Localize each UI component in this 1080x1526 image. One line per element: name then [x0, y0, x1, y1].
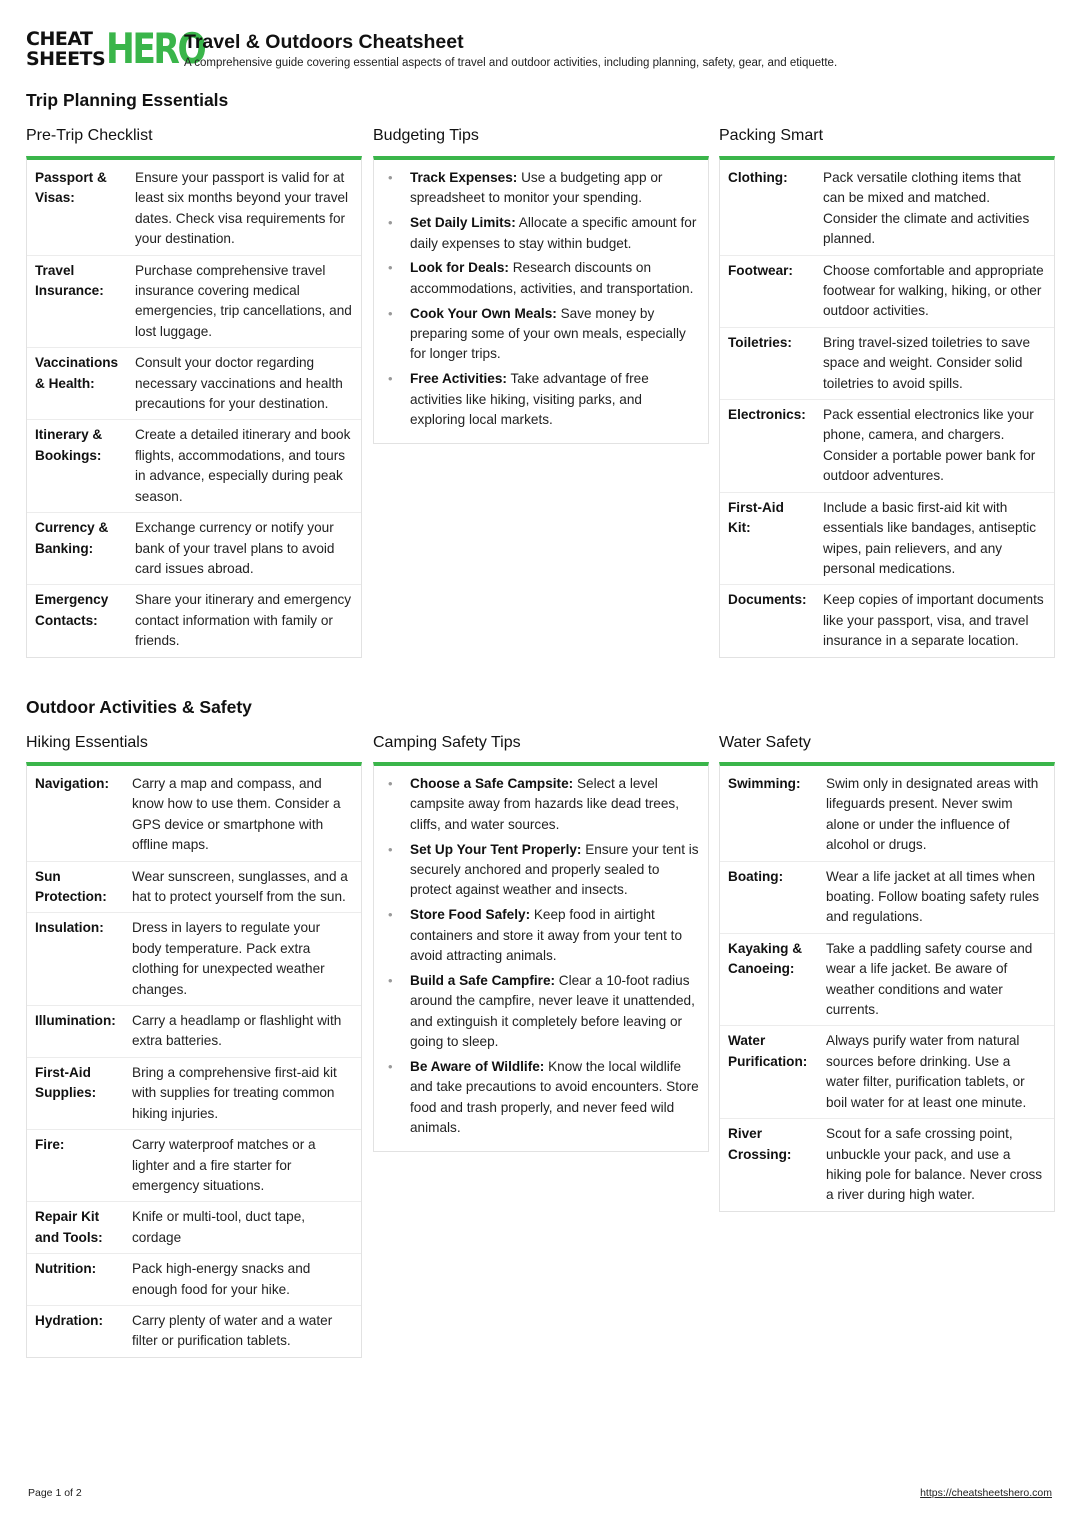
water-card [719, 762, 1055, 1212]
row-key: Footwear: [720, 255, 815, 327]
page-title: Travel & Outdoors Cheatsheet [184, 31, 464, 53]
row-value: Scout for a safe crossing point, unbuckle your pack, and use a hiking pole for balance. Never cross a river during high water. [826, 1126, 1043, 1203]
pretrip-table [27, 160, 361, 657]
row-value: Bring travel-sized toiletries to save space and weight. Consider solid toiletries to avoid spills. [815, 327, 1054, 399]
table-row [720, 861, 1054, 933]
list-item [388, 369, 700, 430]
row-value: Pack high-energy snacks and enough food for your hike. [124, 1254, 361, 1306]
list-item-text: Clear a 10-foot radius around the campfire, never leave it unattended, and extinguish it completely before leaving or going to sleep. [410, 972, 695, 1050]
table-row [720, 160, 1054, 255]
list-item [388, 971, 700, 1053]
table-row [27, 913, 361, 1006]
table-row [720, 1119, 1054, 1211]
table-row [720, 933, 1054, 1026]
table-row [27, 861, 361, 913]
header [26, 24, 838, 73]
list-item-label: Choose a Safe Campsite: [410, 776, 574, 791]
list-item-text: Use a budgeting app or spreadsheet to monitor your spending. [410, 170, 663, 206]
row-value: Take a paddling safety course and wear a life jacket. Be aware of weather conditions and water currents. [818, 933, 1054, 1026]
row-key: Currency & Banking: [27, 513, 127, 585]
table-row [27, 513, 361, 585]
table-row [720, 585, 1054, 657]
packing-title: Packing Smart [719, 127, 824, 144]
row-value: Exchange currency or notify your bank of your travel plans to avoid card issues abroad. [127, 513, 361, 585]
camping-list [374, 766, 708, 1151]
row-key: Passport & Visas: [27, 160, 127, 255]
title-block [184, 30, 1064, 69]
list-item-label: Cook Your Own Meals: [410, 305, 557, 321]
table-row [27, 1202, 361, 1254]
pretrip-title: Pre-Trip Checklist [26, 127, 153, 144]
row-value: Purchase comprehensive travel insurance covering medical emergencies, trip cancellations, and lost luggage. [127, 255, 361, 348]
row-key: Navigation: [27, 766, 124, 861]
list-item [388, 1057, 700, 1139]
row-value: Consult your doctor regarding necessary vaccinations and health precautions for your destination. [127, 348, 361, 420]
row-value: Include a basic first-aid kit with essentials like bandages, antiseptic wipes, pain relievers, and any personal medications. [815, 492, 1054, 585]
water-table [720, 766, 1054, 1211]
list-item-label: Look for Deals: [410, 260, 509, 276]
list-item-text: Save money by preparing some of your own meals, especially for longer trips. [410, 305, 686, 362]
table-row [27, 1305, 361, 1356]
row-value: Ensure your passport is valid for at least six months beyond your travel dates. Check visa requirements for your destination. [127, 160, 361, 255]
row-value: Pack essential electronics like your phone, camera, and chargers. Consider a portable power bank for outdoor adventures. [815, 400, 1054, 493]
table-row [27, 1006, 361, 1058]
camping-column [373, 733, 709, 1152]
logo-hero: HERO [106, 24, 205, 73]
row-value: Carry a map and compass, and know how to use them. Consider a GPS device or smartphone with offline maps. [124, 766, 361, 861]
pretrip-card [26, 156, 362, 658]
row-value: Bring a comprehensive first-aid kit with supplies for treating common hiking injuries. [124, 1057, 361, 1129]
water-title: Water Safety [719, 734, 811, 751]
table-row [27, 255, 361, 348]
packing-table [720, 160, 1054, 657]
list-item-text: Allocate a specific amount for daily expenses to stay within budget. [410, 215, 697, 251]
row-value: Pack versatile clothing items that can be mixed and matched. Consider the climate and activities planned. [815, 160, 1054, 255]
table-row [720, 400, 1054, 493]
list-item-label: Store Food Safely: [410, 907, 531, 923]
camping-title: Camping Safety Tips [373, 734, 521, 751]
row-value: Share your itinerary and emergency contact information with family or friends. [135, 592, 352, 649]
budget-card [373, 156, 709, 444]
row-key: Nutrition: [27, 1254, 124, 1306]
list-item-text: Ensure your tent is securely anchored and properly sealed to protect against weather and insects. [410, 841, 699, 898]
list-item-label: Free Activities: [410, 371, 507, 387]
packing-card [719, 156, 1055, 658]
page-number: Page 1 of 2 [28, 1487, 82, 1499]
list-item [388, 168, 700, 209]
row-key: Repair Kit and Tools: [27, 1202, 124, 1254]
row-key: Kayaking & Canoeing: [720, 933, 818, 1026]
row-value: Swim only in designated areas with lifeguards present. Never swim alone or under the influence of alcohol or drugs. [818, 766, 1054, 861]
list-item [388, 304, 700, 365]
list-item [388, 213, 700, 254]
row-key: Hydration: [35, 1312, 103, 1328]
row-key: First-Aid Supplies: [27, 1057, 124, 1129]
row-value: Wear sunscreen, sunglasses, and a hat to protect yourself from the sun. [124, 861, 361, 913]
row-key: Travel Insurance: [27, 255, 127, 348]
row-value: Create a detailed itinerary and book flights, accommodations, and tours in advance, especially during peak season. [127, 420, 361, 513]
row-value: Carry a headlamp or flashlight with extra batteries. [124, 1006, 361, 1058]
logo-line1: CHEAT [26, 28, 93, 50]
row-value: Keep copies of important documents like your passport, visa, and travel insurance in a separate location. [823, 592, 1044, 649]
row-key: First-Aid Kit: [720, 492, 815, 585]
budget-column [373, 126, 709, 444]
row-value: Knife or multi-tool, duct tape, cordage [124, 1202, 361, 1254]
table-row [27, 1057, 361, 1129]
table-row [720, 1026, 1054, 1119]
hiking-title: Hiking Essentials [26, 734, 148, 751]
row-value: Choose comfortable and appropriate footwear for walking, hiking, or other outdoor activities. [815, 255, 1054, 327]
list-item-text: Take advantage of free activities like hiking, visiting parks, and exploring local markets. [410, 371, 649, 428]
list-item-label: Set Daily Limits: [410, 215, 516, 231]
page-subtitle: A comprehensive guide covering essential aspects of travel and outdoor activities, including planning, safety, gear, and etiquette. [184, 57, 838, 69]
row-key: Documents: [728, 592, 807, 608]
row-key: Emergency Contacts: [35, 592, 109, 628]
row-key: Swimming: [720, 766, 818, 861]
pretrip-column [26, 126, 362, 658]
list-item-label: Track Expenses: [410, 170, 518, 185]
row-key: Fire: [27, 1130, 124, 1202]
list-item-label: Set Up Your Tent Properly: [410, 841, 582, 857]
list-item [388, 840, 700, 901]
list-item [388, 905, 700, 966]
table-row [27, 1130, 361, 1202]
row-key: Toiletries: [720, 327, 815, 399]
hiking-card [26, 762, 362, 1358]
site-link[interactable]: https://cheatsheetshero.com [920, 1487, 1052, 1499]
row-key: Water Purification: [720, 1026, 818, 1119]
list-item-label: Build a Safe Campfire: [410, 972, 556, 988]
table-row [27, 766, 361, 861]
list-item [388, 258, 700, 299]
row-key: Itinerary & Bookings: [27, 420, 127, 513]
row-value: Dress in layers to regulate your body temperature. Pack extra clothing for unexpected weather changes. [124, 913, 361, 1006]
row-key: Insulation: [27, 913, 124, 1006]
hiking-column [26, 733, 362, 1358]
table-row [27, 1254, 361, 1306]
water-column [719, 733, 1055, 1212]
list-item-text: Select a level campsite away from hazards like dead trees, cliffs, and water sources. [410, 776, 679, 832]
camping-card [373, 762, 709, 1152]
row-key: River Crossing: [728, 1126, 792, 1162]
list-item-text: Know the local wildlife and take precautions to avoid encounters. Store food and trash properly, and never feed wild animals. [410, 1058, 699, 1136]
table-row [27, 420, 361, 513]
table-row [27, 160, 361, 255]
table-row [720, 327, 1054, 399]
row-key: Illumination: [27, 1006, 124, 1058]
table-row [27, 585, 361, 657]
section-title-outdoor: Outdoor Activities & Safety [26, 697, 252, 717]
row-key: Vaccinations & Health: [27, 348, 127, 420]
table-row [720, 492, 1054, 585]
budget-list [374, 160, 708, 443]
row-key: Clothing: [720, 160, 815, 255]
list-item-label: Be Aware of Wildlife: [410, 1058, 545, 1074]
list-item [388, 774, 700, 835]
list-item-text: Research discounts on accommodations, activities, and transportation. [410, 260, 694, 296]
row-key: Sun Protection: [27, 861, 124, 913]
row-key: Electronics: [720, 400, 815, 493]
packing-column [719, 126, 1055, 658]
section-title-trip: Trip Planning Essentials [26, 90, 229, 110]
row-value: Carry waterproof matches or a lighter and a fire starter for emergency situations. [124, 1130, 361, 1202]
budget-title: Budgeting Tips [373, 127, 479, 144]
table-row [720, 766, 1054, 861]
row-key: Boating: [720, 861, 818, 933]
hiking-table [27, 766, 361, 1357]
table-row [720, 255, 1054, 327]
table-row [27, 348, 361, 420]
logo-line2: SHEETS [26, 48, 106, 70]
list-item-text: Keep food in airtight containers and store it away from your tent to avoid attracting animals. [410, 907, 683, 964]
row-value: Wear a life jacket at all times when boating. Follow boating safety rules and regulations. [818, 861, 1054, 933]
row-value: Carry plenty of water and a water filter or purification tablets. [132, 1312, 333, 1349]
row-value: Always purify water from natural sources before drinking. Use a water filter, purification tablets, or boil water for at least one minute. [818, 1026, 1054, 1119]
